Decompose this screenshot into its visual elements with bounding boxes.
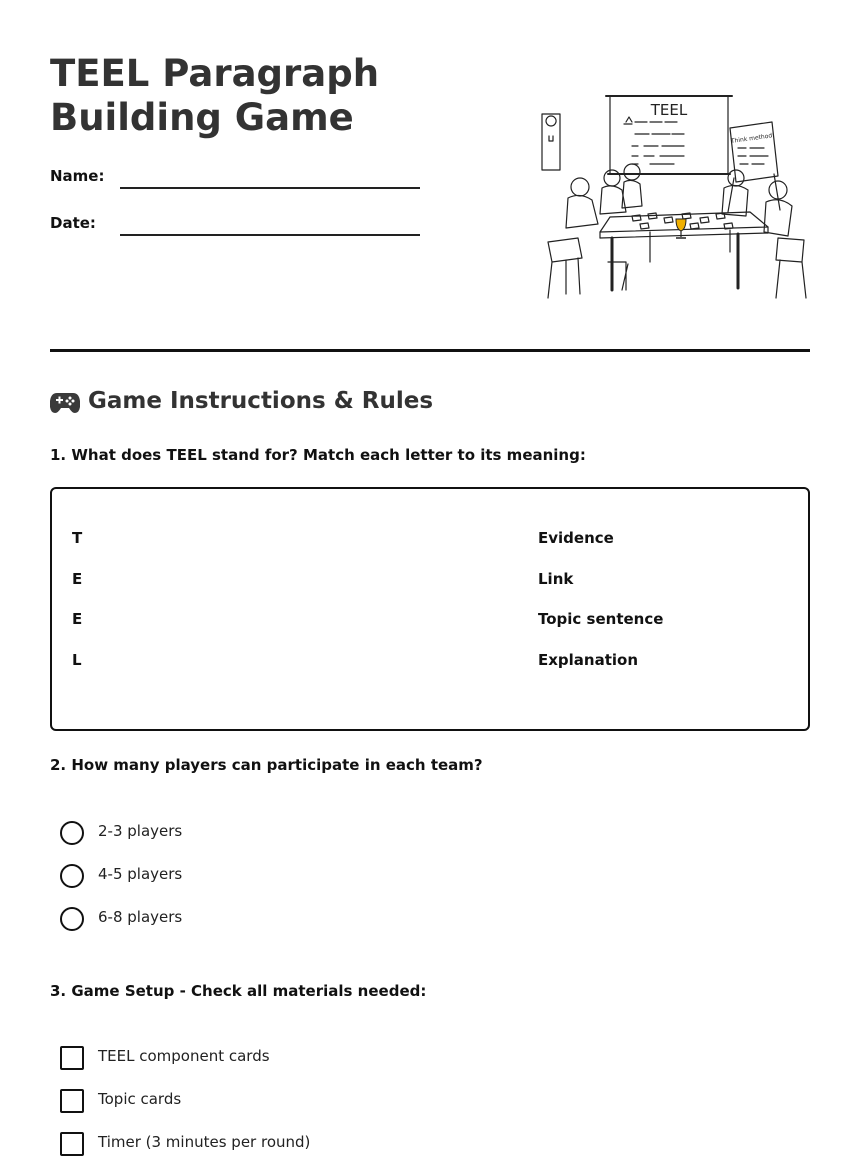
radio-option-4-5[interactable] (60, 864, 560, 890)
checkbox-label: Timer (3 minutes per round) (98, 1133, 311, 1151)
match-meaning[interactable]: Evidence (538, 529, 614, 547)
name-input-line[interactable] (120, 187, 420, 189)
date-input-line[interactable] (120, 234, 420, 236)
match-letter[interactable]: T (72, 529, 83, 547)
side-chart (730, 122, 778, 182)
name-label: Name: (50, 167, 105, 185)
checkbox-option-cards[interactable] (60, 1046, 560, 1072)
radio-button[interactable] (60, 907, 84, 931)
checkbox-label: TEEL component cards (98, 1047, 270, 1065)
match-letter[interactable]: E (72, 570, 83, 588)
bulb-poster (542, 114, 560, 170)
gamepad-icon (50, 388, 80, 414)
radio-option-2-3[interactable] (60, 821, 560, 847)
match-row (52, 570, 808, 592)
checkbox-option-topic[interactable] (60, 1089, 560, 1115)
match-letter[interactable]: L (72, 651, 82, 669)
section-heading (50, 388, 433, 414)
date-label: Date: (50, 214, 96, 232)
radio-label: 4-5 players (98, 865, 183, 883)
question-3: 3. Game Setup - Check all materials needed: (50, 982, 427, 1000)
checkbox[interactable] (60, 1046, 84, 1070)
checkbox[interactable] (60, 1089, 84, 1113)
match-meaning[interactable]: Explanation (538, 651, 639, 669)
radio-option-6-8[interactable] (60, 907, 560, 933)
match-row (52, 651, 808, 673)
question-1: 1. What does TEEL stand for? Match each letter to its meaning: (50, 446, 586, 464)
question-2: 2. How many players can participate in each team? (50, 756, 483, 774)
checkbox-label: Topic cards (98, 1090, 182, 1108)
classroom-illustration (540, 92, 810, 307)
match-letter[interactable]: E (72, 610, 83, 628)
radio-button[interactable] (60, 864, 84, 888)
match-meaning[interactable]: Topic sentence (538, 610, 664, 628)
date-field (50, 214, 420, 244)
side-chart-title: Think method! (730, 131, 776, 146)
match-row (52, 529, 808, 551)
matching-box (50, 487, 810, 731)
checkbox-option-timer[interactable] (60, 1132, 560, 1158)
whiteboard-title: TEEL (650, 101, 688, 119)
radio-button[interactable] (60, 821, 84, 845)
name-field (50, 167, 420, 197)
section-title: Game Instructions & Rules (88, 388, 434, 414)
page-title: TEEL Paragraph Building Game (50, 52, 380, 139)
radio-label: 6-8 players (98, 908, 183, 926)
radio-label: 2-3 players (98, 822, 183, 840)
section-divider (50, 349, 810, 352)
match-row (52, 610, 808, 632)
checkbox[interactable] (60, 1132, 84, 1156)
match-meaning[interactable]: Link (538, 570, 574, 588)
